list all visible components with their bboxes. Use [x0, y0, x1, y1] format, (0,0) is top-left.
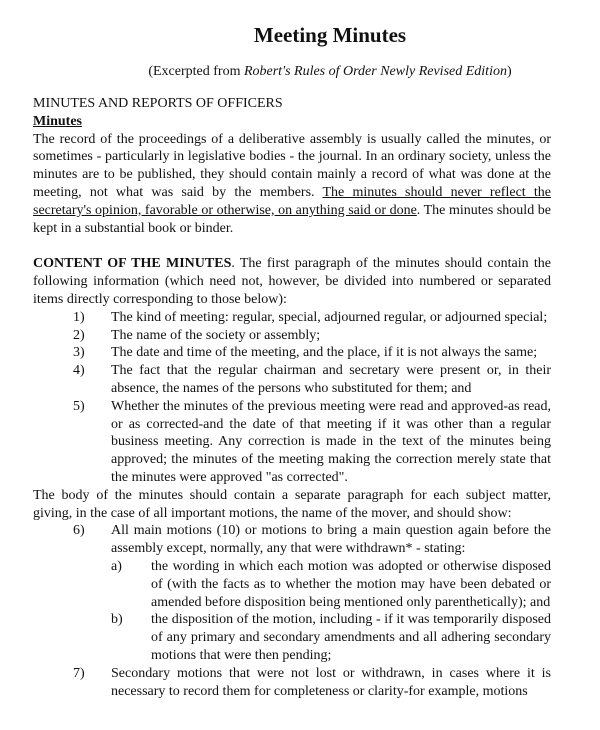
minutes-paragraph-end: . The minutes should be kept in a substantial book or binder. [33, 202, 551, 236]
item-text: The fact that the regular chairman and secretary were present or, in their absence, the names of the persons who substituted for them; and [111, 363, 551, 396]
content-heading: CONTENT OF THE MINUTES [33, 256, 232, 272]
item-number: 4) [73, 363, 85, 379]
subtitle-suffix: ) [506, 64, 512, 79]
motion-subitem [33, 611, 551, 664]
document-body [33, 95, 551, 700]
content-item [33, 362, 551, 398]
document-subtitle [0, 63, 600, 81]
motion-subitem [33, 558, 551, 611]
content-paragraph [33, 255, 551, 308]
content-item [33, 309, 551, 327]
subtitle-prefix: (Excerpted from [148, 64, 244, 79]
subitem-text: the disposition of the motion, including - if it was temporarily disposed of any primary and secondary amendments and all adhering secondary motions that were then pending; [151, 612, 551, 663]
item-number: 5) [73, 398, 85, 414]
subitem-letter: b) [111, 612, 123, 628]
content-item [33, 327, 551, 345]
item-number: 7) [73, 665, 85, 681]
motion-item [33, 522, 551, 558]
subtitle-source: Robert's Rules of Order Newly Revised Edition [243, 64, 507, 79]
item-text: The kind of meeting: regular, special, adjourned regular, or adjourned special; [111, 309, 548, 325]
document-title: Meeting Minutes [253, 23, 407, 47]
item-text: All main motions (10) or motions to bring a main question again before the assembly except, normally, any that were withdrawn* - stating: [111, 523, 551, 557]
item-number: 1) [73, 309, 85, 325]
item-text: The date and time of the meeting, and the place, if it is not always the same; [111, 345, 538, 361]
item-number: 6) [73, 523, 85, 539]
motion-item [33, 665, 551, 701]
paragraph-gap [33, 237, 551, 255]
content-item [33, 344, 551, 362]
body-paragraph: The body of the minutes should contain a separate paragraph for each subject matter, giving, in the case of all important motions, the name of the mover, and should show: [33, 487, 551, 521]
subitem-letter: a) [111, 558, 122, 574]
minutes-paragraph [33, 131, 551, 238]
item-text: Secondary motions that were not lost or withdrawn, in cases where it is necessary to record them for completeness or clarity-for example, motions [111, 665, 551, 699]
minutes-heading: Minutes [33, 113, 82, 129]
content-intro: . The first paragraph of the minutes should contain the following information (which need not, however, be divided into numbered or separated items directly corresponding to those below): [33, 256, 552, 307]
subitem-text: the wording in which each motion was adopted or otherwise disposed of (with the facts as to whether the motion may have been debated or amended before disposition being mentioned only parenthetically); and [151, 558, 551, 610]
item-text: Whether the minutes of the previous meeting were read and approved-as read, or as corrected-and the date of that meeting if it was other than a regular business meeting. Any correction is made in the text of the minutes being approved; the minutes of the meeting making the correction merely state that the minutes were approved "as corrected". [111, 398, 551, 485]
item-text: The name of the society or assembly; [111, 327, 321, 343]
content-item [33, 398, 551, 487]
item-number: 3) [73, 345, 85, 361]
minutes-paragraph-start: The record of the proceedings of a deliberative assembly is usually called the minutes, or sometimes - particularly in legislative bodies - the journal. In an ordinary society, unless the minutes are to be published, they should contain mainly a record of what was done at the meeting, not what was said by the members. [33, 131, 551, 200]
item-number: 2) [73, 327, 85, 343]
section-heading: MINUTES AND REPORTS OF OFFICERS [33, 96, 283, 111]
minutes-paragraph-underlined: The minutes should never reflect the secretary's opinion, favorable or otherwise, on anything said or done [33, 184, 551, 218]
